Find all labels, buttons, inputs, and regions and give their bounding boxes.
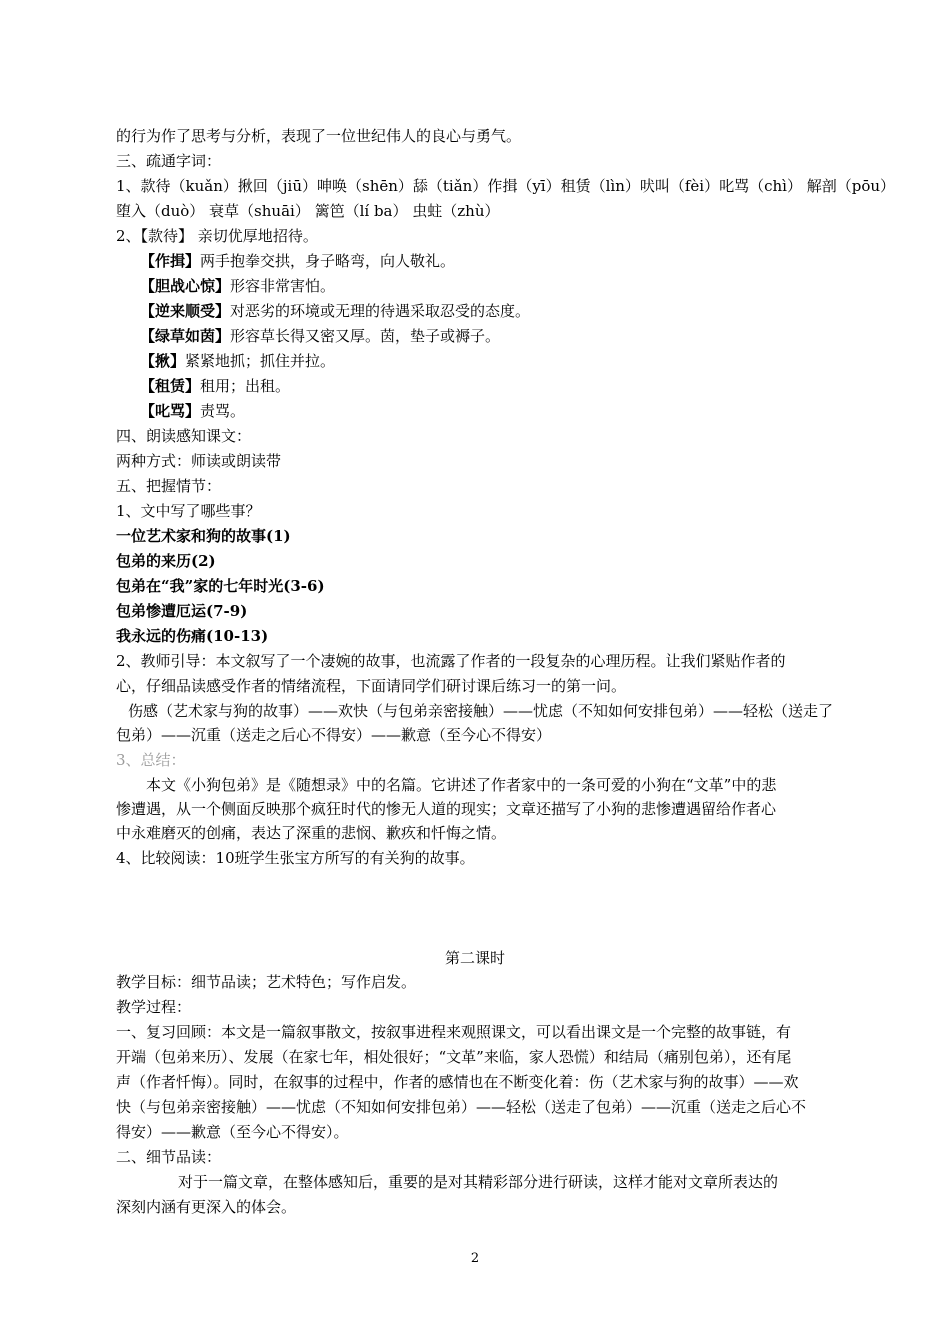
section3-heading: 三、疏通字词： — [116, 152, 222, 170]
review-line: 一、复习回顾：本文是一篇叙事散文，按叙事进程来观照课文，可以看出课文是一个完整的故事链，有 — [116, 1023, 792, 1041]
review-line: 得安）——歉意（至今心不得安）。 — [116, 1123, 349, 1141]
compare-reading: 4、比较阅读：10班学生张宝方所写的有关狗的故事。 — [116, 849, 475, 867]
emotion-flow-line: 包弟）——沉重（送走之后心不得安）——歉意（至今心不得安） — [116, 726, 552, 744]
plot-item: 包弟在“我”家的七年时光(3-6) — [116, 577, 325, 595]
review-line: 开端（包弟来历）、发展（在家七年，相处很好；“文革”来临，家人恐慌）和结局（痛别包弟），还有尾 — [116, 1048, 792, 1066]
summary-line: 惨遭遇，从一个侧面反映那个疯狂时代的惨无人道的现实；文章还描写了小狗的悲惨遭遇留给作者心 — [116, 800, 777, 818]
review-line: 快（与包弟亲密接触）——忧虑（不知如何安排包弟）——轻松（送走了包弟）——沉重（送走之后心不 — [116, 1098, 807, 1116]
section5-question: 1、文中写了哪些事？ — [116, 502, 261, 520]
vocab-def: 【绿草如茵】形容草长得又密又厚。茵，垫子或褥子。 — [140, 327, 501, 345]
vocab-def: 【逆来顺受】对恶劣的环境或无理的待遇采取忍受的态度。 — [140, 302, 531, 320]
plot-item: 包弟的来历(2) — [116, 552, 216, 570]
summary-label: 3、总结： — [116, 751, 186, 769]
review-line: 声（作者忏悔）。同时，在叙事的过程中，作者的感情也在不断变化着：伤（艺术家与狗的故事）——欢 — [116, 1073, 799, 1091]
vocab-def: 【作揖】两手抱拳交拱，身子略弯，向人敬礼。 — [140, 252, 456, 270]
lesson2-goal: 教学目标：细节品读；艺术特色；写作启发。 — [116, 973, 417, 991]
intro-line: 的行为作了思考与分析，表现了一位世纪伟人的良心与勇气。 — [116, 127, 522, 145]
vocab-def: 【揪】紧紧地抓；抓住并拉。 — [140, 352, 336, 370]
vocab-pinyin-line-2: 堕入（duò） 衰草（shuāi） 篱笆（lí ba） 虫蛀（zhù） — [116, 202, 500, 220]
vocab-def: 【胆战心惊】形容非常害怕。 — [140, 277, 336, 295]
emotion-flow-line: 伤感（艺术家与狗的故事）——欢快（与包弟亲密接触）——忧虑（不知如何安排包弟）——轻松（送走了 — [128, 702, 834, 720]
lesson2-title: 第二课时 — [444, 949, 505, 967]
guide-line: 2、教师引导：本文叙写了一个凄婉的故事，也流露了作者的一段复杂的心理历程。让我们紧贴作者的 — [116, 652, 786, 670]
page-number: 2 — [470, 1251, 480, 1266]
vocab-def: 【叱骂】责骂。 — [140, 402, 246, 420]
vocab-def: 【租赁】租用；出租。 — [140, 377, 291, 395]
plot-item: 一位艺术家和狗的故事(1) — [116, 527, 291, 545]
detail-line: 对于一篇文章，在整体感知后，重要的是对其精彩部分进行研读，这样才能对文章所表达的 — [178, 1173, 779, 1191]
summary-line: 中永难磨灭的创痛，表达了深重的悲悯、歉疚和忏悔之情。 — [116, 824, 507, 842]
section4-text: 两种方式：师读或朗读带 — [116, 452, 282, 470]
section5-heading: 五、把握情节： — [116, 477, 222, 495]
lesson2-process: 教学过程： — [116, 998, 192, 1016]
detail-line: 深刻内涵有更深入的体会。 — [116, 1198, 297, 1216]
guide-line: 心，仔细品读感受作者的情绪流程，下面请同学们研讨课后练习一的第一问。 — [116, 677, 627, 695]
summary-line: 本文《小狗包弟》是《随想录》中的名篇。它讲述了作者家中的一条可爱的小狗在“文革”中的悲 — [146, 776, 777, 794]
plot-item: 我永远的伤痛(10-13) — [116, 627, 269, 645]
section4-heading: 四、朗读感知课文： — [116, 427, 252, 445]
detail-heading: 二、细节品读： — [116, 1148, 222, 1166]
vocab-def-kuandai: 2、【款待】 亲切优厚地招待。 — [116, 227, 318, 245]
vocab-pinyin-line-1: 1、款待（kuǎn）揪回（jiū）呻唤（shēn）舔（tiǎn）作揖（yī）租赁（lìn）吠叫（fèi）叱骂（chì） 解剖（pōu） — [116, 177, 896, 195]
plot-item: 包弟惨遭厄运(7-9) — [116, 602, 248, 620]
